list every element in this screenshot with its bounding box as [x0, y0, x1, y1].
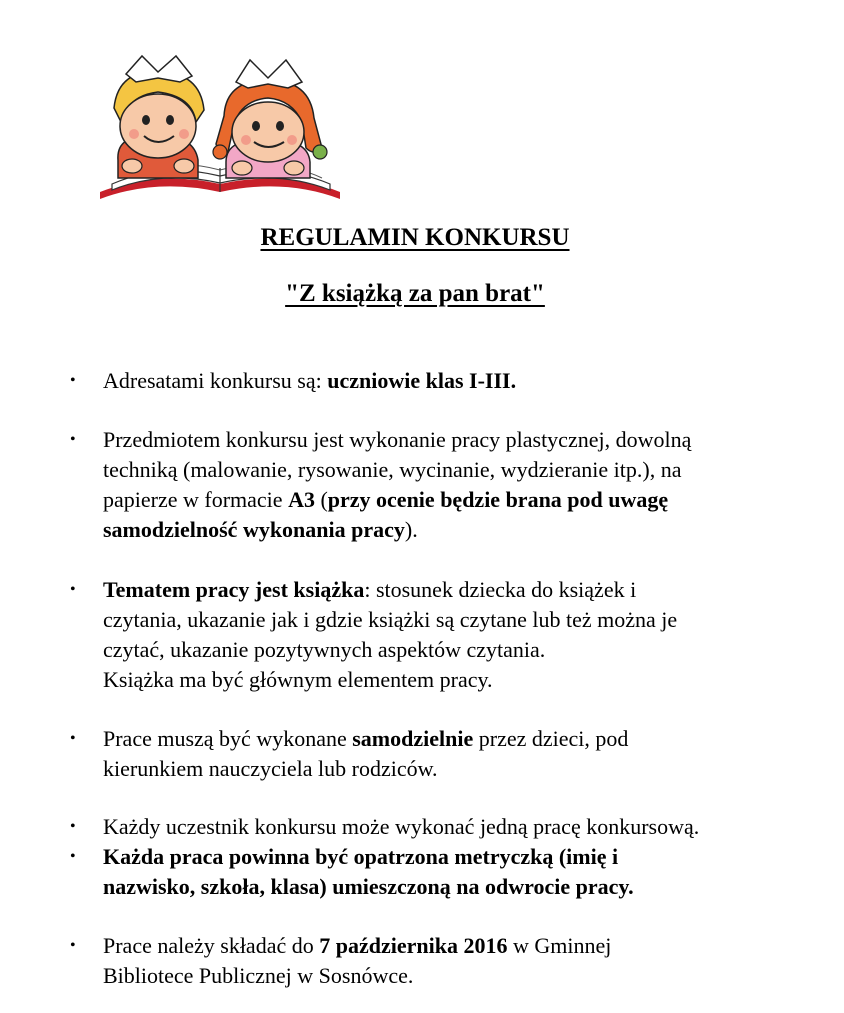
rule-line: Tematem pracy jest książka: stosunek dziecka do książek i	[103, 577, 637, 602]
rule-line: kierunkiem nauczyciela lub rodziców.	[103, 756, 438, 781]
list-item	[70, 575, 820, 695]
rule-line: Książka ma być głównym elementem pracy.	[103, 667, 493, 692]
rule-line: Adresatami konkursu są: uczniowie klas I-III.	[103, 368, 517, 393]
rule-line: Przedmiotem konkursu jest wykonanie pracy plastycznej, dowolną	[103, 427, 692, 452]
rules-list	[70, 366, 820, 991]
rule-line: Bibliotece Publicznej w Sosnówce.	[103, 963, 414, 988]
bullet: •	[70, 431, 76, 448]
rule-line: Każdy uczestnik konkursu może wykonać jedną pracę konkursową.	[103, 814, 700, 839]
children-reading-book-icon	[96, 52, 346, 204]
bullet: •	[70, 848, 76, 865]
page-title: REGULAMIN KONKURSU	[260, 224, 570, 251]
contest-name: "Z książką za pan brat"	[285, 280, 545, 307]
rule-line: papierze w formacie A3 (przy ocenie będzie brana pod uwagę	[103, 487, 669, 512]
bullet: •	[70, 581, 76, 598]
bullet: •	[70, 372, 76, 389]
rule-line: techniką (malowanie, rysowanie, wycinanie, wydzieranie itp.), na	[103, 457, 682, 482]
list-item	[70, 812, 820, 842]
list-item	[70, 425, 820, 545]
rule-line: samodzielność wykonania pracy).	[103, 517, 418, 542]
bullet: •	[70, 818, 76, 835]
rule-line: nazwisko, szkoła, klasa) umieszczoną na odwrocie pracy.	[103, 874, 634, 899]
rule-line: czytać, ukazanie pozytywnych aspektów czytania.	[103, 637, 546, 662]
rule-line: Prace należy składać do 7 października 2016 w Gminnej	[103, 933, 612, 958]
list-item	[70, 724, 820, 784]
bullet: •	[70, 937, 76, 954]
rule-line: Prace muszą być wykonane samodzielnie przez dzieci, pod	[103, 726, 629, 751]
rule-line: czytania, ukazanie jak i gdzie książki są czytane lub też można je	[103, 607, 678, 632]
rule-line: Każda praca powinna być opatrzona metryczką (imię i	[103, 844, 619, 869]
list-item	[70, 931, 820, 991]
bullet: •	[70, 730, 76, 747]
list-item	[70, 366, 820, 396]
list-item	[70, 842, 820, 902]
